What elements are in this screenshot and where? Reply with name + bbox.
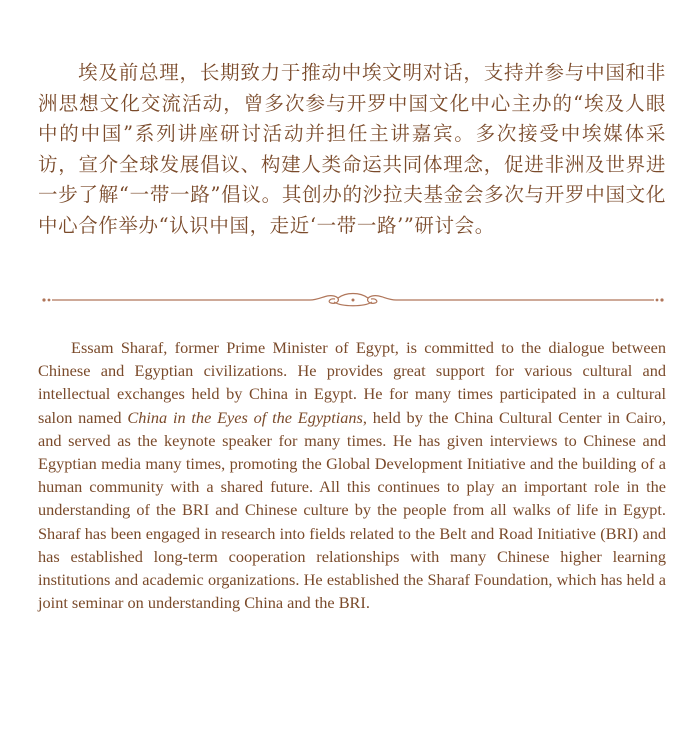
english-paragraph — [38, 336, 666, 614]
chinese-paragraph — [38, 58, 666, 242]
english-text-part2: , held by the China Cultural Center in Cairo, and served as the keynote speaker for many times. He has given interviews to Chinese and Egyptian media many times, promoting the Global Development Initiative and the building of a human community with a shared future. All this continues to play an important role in the understanding of the BRI and Chinese culture by the people from all walks of life in Egypt. Sharaf has been engaged in research into fields related to the Belt and Road Initiative (BRI) and has established long-term cooperation relationships with many Chinese higher learning institutions and academic organizations. He established the Sharaf Foundation, which has held a joint seminar on understanding China and the BRI. — [38, 407, 667, 613]
english-text-part1: Essam Sharaf, former Prime Minister of Egypt, is committed to the dialogue between Chinese and Egyptian civilizations. He provides great support for various cultural and intellectual exchanges held by China in Egypt. He for many times participated in a cultural salon named — [38, 338, 666, 427]
ornamental-divider-icon — [38, 288, 668, 312]
salon-title: China in the Eyes of the Egyptians — [127, 407, 363, 427]
chinese-text: 埃及前总理，长期致力于推动中埃文明对话，支持并参与中国和非洲思想文化交流活动，曾多次参与开罗中国文化中心主办的“埃及人眼中的中国”系列讲座研讨活动并担任主讲嘉宾。多次接受中埃媒体采访，宣介全球发展倡议、构建人类命运共同体理念，促进非洲及世界进一步了解“一带一路”倡议。其创办的沙拉夫基金会多次与开罗中国文化中心合作举办“认识中国，走近‘一带一路’”研讨会。 — [38, 61, 666, 237]
